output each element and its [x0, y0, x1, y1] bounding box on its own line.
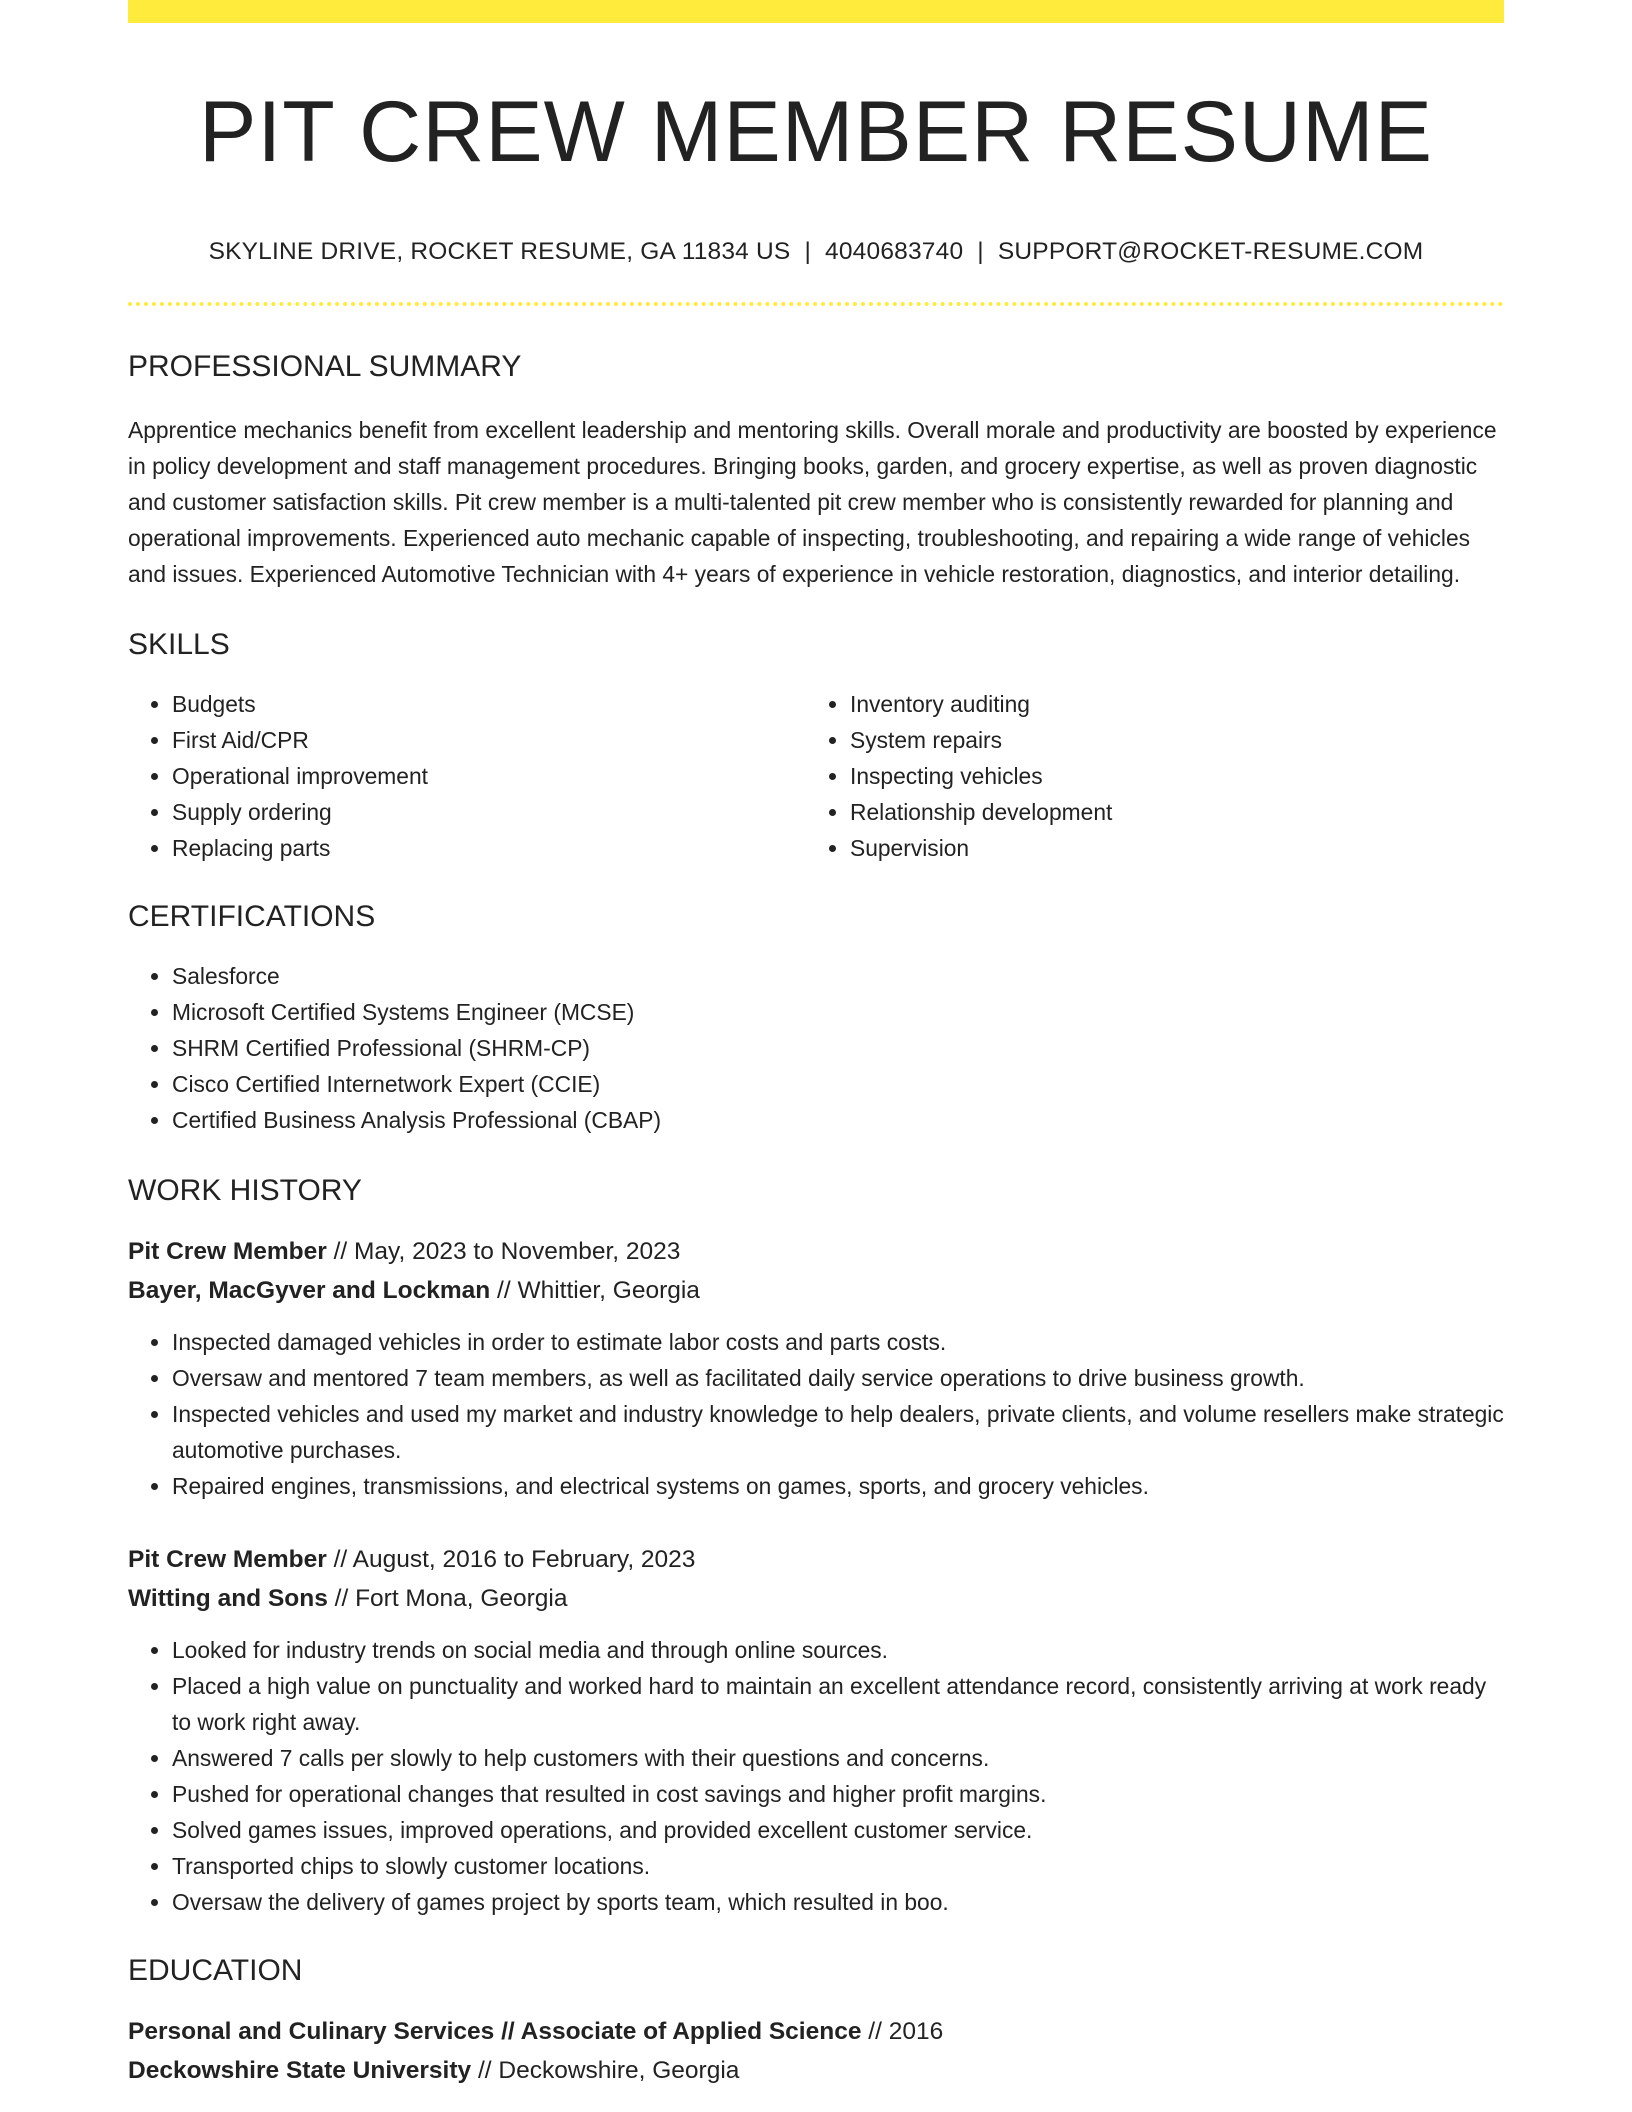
- job-bullet: • Oversaw and mentored 7 team members, as well as facilitated daily service operations to drive business growth.: [172, 1360, 1504, 1396]
- job-bullet: • Answered 7 calls per slowly to help customers with their questions and concerns.: [172, 1740, 1504, 1776]
- job-bullet: • Solved games issues, improved operations, and provided excellent customer service.: [172, 1812, 1504, 1848]
- education-year: // 2016: [861, 2017, 944, 2045]
- job-title-line: [128, 1232, 1504, 1271]
- job-entry: [128, 1540, 1504, 1920]
- skill-item: • Budgets: [172, 686, 806, 722]
- education-location: // Deckowshire, Georgia: [471, 2056, 740, 2084]
- resume-page: [128, 0, 1504, 2090]
- skills-column-left: [128, 686, 806, 866]
- skills-heading: SKILLS: [128, 627, 230, 661]
- education-degree: Personal and Culinary Services // Associate of Applied Science: [128, 2017, 862, 2045]
- resume-title: PIT CREW MEMBER RESUME: [198, 84, 1434, 180]
- job-bullet: • Placed a high value on punctuality and worked hard to maintain an excellent attendance record, consistently arriving at work ready to work right away.: [172, 1668, 1504, 1740]
- education-heading: EDUCATION: [128, 1953, 303, 1987]
- job-bullet: • Inspected damaged vehicles in order to estimate labor costs and parts costs.: [172, 1324, 1504, 1360]
- job-bullet: • Looked for industry trends on social media and through online sources.: [172, 1632, 1504, 1668]
- skill-item: • System repairs: [850, 722, 1484, 758]
- job-company-line: [128, 1271, 1504, 1310]
- certifications-heading: CERTIFICATIONS: [128, 899, 376, 933]
- contact-address: SKYLINE DRIVE, ROCKET RESUME, GA 11834 US: [208, 237, 791, 265]
- contact-separator: |: [977, 237, 984, 265]
- job-bullet: • Repaired engines, transmissions, and electrical systems on games, sports, and grocery vehicles.: [172, 1468, 1504, 1504]
- summary-text: Apprentice mechanics benefit from excellent leadership and mentoring skills. Overall morale and productivity are boosted by experience in policy development and staff management procedures. Bringing books, garden, and grocery expertise, as well as proven diagnostic and customer satisfaction skills. Pit crew member is a multi-talented pit crew member who is consistently rewarded for planning and operational improvements. Experienced auto mechanic capable of inspecting, troubleshooting, and repairing a wide range of vehicles and issues. Experienced Automotive Technician with 4+ years of experience in vehicle restoration, diagnostics, and interior detailing.: [128, 416, 1497, 587]
- job-bullet: • Inspected vehicles and used my market and industry knowledge to help dealers, private clients, and volume resellers make strategic automotive purchases.: [172, 1396, 1504, 1468]
- skill-item: • Supply ordering: [172, 794, 806, 830]
- contact-line: [128, 238, 1504, 266]
- education-school: Deckowshire State University: [128, 2056, 472, 2084]
- skills-column-right: [806, 686, 1484, 866]
- job-location: // Fort Mona, Georgia: [327, 1584, 568, 1612]
- skill-item: • Relationship development: [850, 794, 1484, 830]
- skill-item: • Operational improvement: [172, 758, 806, 794]
- job-bullet: • Pushed for operational changes that resulted in cost savings and higher profit margins.: [172, 1776, 1504, 1812]
- job-bullet: • Transported chips to slowly customer locations.: [172, 1848, 1504, 1884]
- job-title-line: [128, 1540, 1504, 1579]
- contact-separator: |: [804, 237, 812, 265]
- job-title: Pit Crew Member: [128, 1237, 327, 1265]
- job-dates: // August, 2016 to February, 2023: [326, 1545, 696, 1573]
- job-bullets: [128, 1632, 1504, 1920]
- contact-phone: 4040683740: [825, 237, 964, 265]
- certification-item: • Microsoft Certified Systems Engineer (MCSE): [172, 994, 1504, 1030]
- skills-grid: [128, 686, 1504, 866]
- job-company: Bayer, MacGyver and Lockman: [128, 1276, 491, 1304]
- job-company-line: [128, 1579, 1504, 1618]
- job-bullet: • Oversaw the delivery of games project by sports team, which resulted in boo.: [172, 1884, 1504, 1920]
- education-school-line: [128, 2051, 1504, 2090]
- work-history-heading: WORK HISTORY: [128, 1173, 362, 1207]
- certification-item: • Certified Business Analysis Professional (CBAP): [172, 1102, 1504, 1138]
- job-title: Pit Crew Member: [128, 1545, 327, 1573]
- skill-item: • First Aid/CPR: [172, 722, 806, 758]
- certification-item: • Cisco Certified Internetwork Expert (CCIE): [172, 1066, 1504, 1102]
- contact-email: SUPPORT@ROCKET-RESUME.COM: [997, 237, 1424, 265]
- certifications-list: [128, 958, 1504, 1138]
- skill-item: • Inspecting vehicles: [850, 758, 1484, 794]
- job-company: Witting and Sons: [128, 1584, 328, 1612]
- top-accent-bar: [128, 0, 1504, 23]
- summary-heading: PROFESSIONAL SUMMARY: [128, 349, 522, 383]
- education-degree-line: [128, 2012, 1504, 2051]
- skill-item: • Replacing parts: [172, 830, 806, 866]
- education-entry: [128, 2012, 1504, 2090]
- skill-item: • Supervision: [850, 830, 1484, 866]
- job-bullets: [128, 1324, 1504, 1504]
- certification-item: • SHRM Certified Professional (SHRM-CP): [172, 1030, 1504, 1066]
- skill-item: • Inventory auditing: [850, 686, 1484, 722]
- job-entry: [128, 1232, 1504, 1504]
- job-location: // Whittier, Georgia: [490, 1276, 700, 1304]
- dotted-divider: [128, 302, 1504, 306]
- certification-item: • Salesforce: [172, 958, 1504, 994]
- job-dates: // May, 2023 to November, 2023: [326, 1237, 681, 1265]
